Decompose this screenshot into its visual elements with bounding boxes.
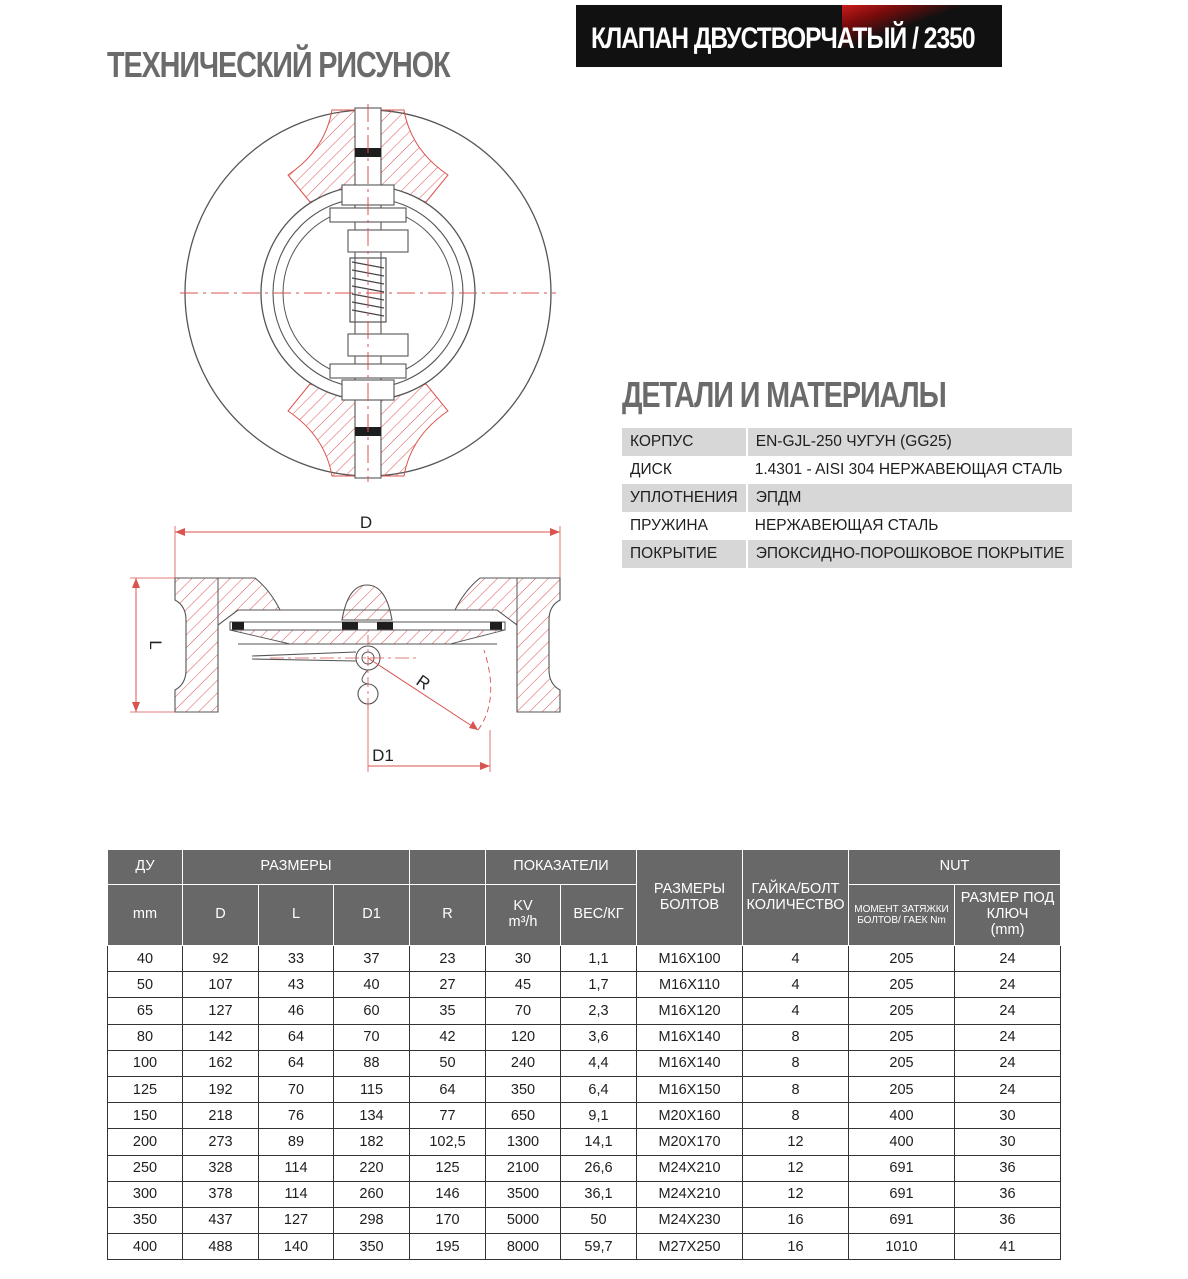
table-cell: M16X140 — [637, 1050, 743, 1076]
table-cell: 12 — [743, 1155, 849, 1181]
table-cell: 8 — [743, 1076, 849, 1102]
table-cell: 80 — [108, 1024, 183, 1050]
material-row — [622, 484, 1072, 512]
table-cell: 378 — [183, 1181, 259, 1207]
technical-drawing-heading: ТЕХНИЧЕСКИЙ РИСУНОК — [107, 44, 450, 85]
header-bolt-sizes: РАЗМЕРЫ БОЛТОВ — [637, 850, 743, 946]
table-cell: 150 — [108, 1103, 183, 1129]
material-row — [622, 456, 1072, 484]
table-cell: 100 — [108, 1050, 183, 1076]
table-cell: 30 — [486, 946, 561, 972]
table-cell: M20X170 — [637, 1129, 743, 1155]
table-cell: 102,5 — [410, 1129, 486, 1155]
table-cell: 43 — [259, 972, 334, 998]
table-cell: 127 — [183, 998, 259, 1024]
table-cell: M27X250 — [637, 1234, 743, 1260]
front-view — [180, 104, 556, 482]
table-cell: 16 — [743, 1234, 849, 1260]
table-cell: 8 — [743, 1050, 849, 1076]
table-cell: 120 — [486, 1024, 561, 1050]
table-cell: 134 — [334, 1103, 410, 1129]
table-cell: 24 — [955, 972, 1061, 998]
table-cell: 41 — [955, 1234, 1061, 1260]
table-cell: 27 — [410, 972, 486, 998]
table-cell: 437 — [183, 1207, 259, 1233]
table-row — [108, 1181, 1061, 1207]
table-cell: 77 — [410, 1103, 486, 1129]
table-cell: 59,7 — [561, 1234, 637, 1260]
material-label: ПОКРЫТИЕ — [622, 540, 747, 568]
material-value: EN-GJL-250 ЧУГУН (GG25) — [747, 428, 1073, 456]
table-cell: 205 — [849, 1050, 955, 1076]
table-cell: 140 — [259, 1234, 334, 1260]
table-cell: 8 — [743, 1103, 849, 1129]
table-cell: 205 — [849, 972, 955, 998]
table-cell: 205 — [849, 946, 955, 972]
product-title: КЛАПАН ДВУСТВОРЧАТЫЙ / 2350 — [591, 22, 975, 55]
header-nut-bolt-qty: ГАЙКА/БОЛТ КОЛИЧЕСТВО — [743, 850, 849, 946]
table-cell: 350 — [108, 1207, 183, 1233]
dimension-label-r: R — [412, 671, 434, 694]
table-cell: 36 — [955, 1181, 1061, 1207]
technical-drawing — [120, 90, 600, 780]
table-cell: 298 — [334, 1207, 410, 1233]
table-cell: 60 — [334, 998, 410, 1024]
header-key-size-label: РАЗМЕР ПОД КЛЮЧ — [960, 890, 1055, 923]
table-cell: 260 — [334, 1181, 410, 1207]
material-value: ЭПОКСИДНО-ПОРОШКОВОЕ ПОКРЫТИЕ — [747, 540, 1073, 568]
table-cell: 300 — [108, 1181, 183, 1207]
table-cell: 240 — [486, 1050, 561, 1076]
table-cell: 350 — [486, 1076, 561, 1102]
table-cell: 691 — [849, 1207, 955, 1233]
header-blank — [410, 850, 486, 885]
table-cell: 14,1 — [561, 1129, 637, 1155]
table-cell: 2100 — [486, 1155, 561, 1181]
table-cell: 115 — [334, 1076, 410, 1102]
table-cell: 23 — [410, 946, 486, 972]
dimension-label-d: D — [359, 513, 373, 532]
header-d1: D1 — [334, 885, 410, 946]
table-cell: 146 — [410, 1181, 486, 1207]
dimensions-table — [107, 849, 1061, 1260]
table-cell: 64 — [259, 1024, 334, 1050]
table-row — [108, 946, 1061, 972]
table-cell: 205 — [849, 1024, 955, 1050]
table-cell: M16X120 — [637, 998, 743, 1024]
table-cell: 89 — [259, 1129, 334, 1155]
table-cell: 6,4 — [561, 1076, 637, 1102]
materials-table — [622, 428, 1072, 568]
table-cell: 192 — [183, 1076, 259, 1102]
table-cell: 70 — [334, 1024, 410, 1050]
table-cell: 328 — [183, 1155, 259, 1181]
table-cell: 125 — [108, 1076, 183, 1102]
table-cell: 36,1 — [561, 1181, 637, 1207]
table-row — [108, 1234, 1061, 1260]
table-cell: 5000 — [486, 1207, 561, 1233]
table-cell: 40 — [334, 972, 410, 998]
table-cell: 1,1 — [561, 946, 637, 972]
table-cell: 691 — [849, 1155, 955, 1181]
dimensions-table-body — [108, 946, 1061, 1260]
header-key-size-unit: (mm) — [990, 921, 1025, 938]
table-cell: 40 — [108, 946, 183, 972]
table-cell: 125 — [410, 1155, 486, 1181]
table-row — [108, 1076, 1061, 1102]
table-cell: 9,1 — [561, 1103, 637, 1129]
table-cell: M16X110 — [637, 972, 743, 998]
table-cell: 3500 — [486, 1181, 561, 1207]
table-cell: 46 — [259, 998, 334, 1024]
table-cell: 64 — [259, 1050, 334, 1076]
table-cell: 182 — [334, 1129, 410, 1155]
table-cell: 220 — [334, 1155, 410, 1181]
table-cell: 650 — [486, 1103, 561, 1129]
table-row — [108, 1155, 1061, 1181]
header-nut: NUT — [849, 850, 1061, 885]
table-cell: 4,4 — [561, 1050, 637, 1076]
table-cell: 350 — [334, 1234, 410, 1260]
table-cell: 50 — [561, 1207, 637, 1233]
table-cell: 1300 — [486, 1129, 561, 1155]
table-row — [108, 1050, 1061, 1076]
table-cell: 400 — [849, 1129, 955, 1155]
table-cell: 107 — [183, 972, 259, 998]
header-torque: МОМЕНТ ЗАТЯЖКИ БОЛТОВ/ ГАЕК Nm — [849, 885, 955, 946]
header-kv-unit: m³/h — [508, 914, 538, 930]
table-cell: 273 — [183, 1129, 259, 1155]
table-cell: 400 — [108, 1234, 183, 1260]
header-mm: mm — [108, 885, 183, 946]
table-cell: 12 — [743, 1129, 849, 1155]
table-cell: 70 — [259, 1076, 334, 1102]
dimension-label-d1: D1 — [372, 746, 394, 765]
table-cell: 114 — [259, 1155, 334, 1181]
table-row — [108, 1024, 1061, 1050]
table-cell: 205 — [849, 998, 955, 1024]
table-cell: 142 — [183, 1024, 259, 1050]
material-row — [622, 428, 1072, 456]
header-weight: ВЕС/КГ — [561, 885, 637, 946]
table-cell: M24X210 — [637, 1181, 743, 1207]
table-cell: 35 — [410, 998, 486, 1024]
header-d: D — [183, 885, 259, 946]
header-r: R — [410, 885, 486, 946]
header-sizes: РАЗМЕРЫ — [183, 850, 410, 885]
table-cell: 88 — [334, 1050, 410, 1076]
table-cell: 24 — [955, 1024, 1061, 1050]
material-value: ЭПДМ — [747, 484, 1073, 512]
table-cell: 1,7 — [561, 972, 637, 998]
table-cell: 250 — [108, 1155, 183, 1181]
table-cell: 170 — [410, 1207, 486, 1233]
table-cell: 33 — [259, 946, 334, 972]
header-kv — [486, 885, 561, 946]
header-key-size — [955, 885, 1061, 946]
table-cell: 200 — [108, 1129, 183, 1155]
table-cell: 218 — [183, 1103, 259, 1129]
material-label: УПЛОТНЕНИЯ — [622, 484, 747, 512]
header-kv-label: KV — [513, 898, 533, 915]
table-cell: 65 — [108, 998, 183, 1024]
table-cell: 92 — [183, 946, 259, 972]
table-cell: 70 — [486, 998, 561, 1024]
table-cell: 8000 — [486, 1234, 561, 1260]
table-cell: 50 — [108, 972, 183, 998]
table-cell: 24 — [955, 998, 1061, 1024]
table-cell: 114 — [259, 1181, 334, 1207]
table-cell: 127 — [259, 1207, 334, 1233]
material-label: ДИСК — [630, 461, 672, 478]
table-cell: 24 — [955, 1076, 1061, 1102]
table-cell: 30 — [955, 1103, 1061, 1129]
table-cell: M16X100 — [637, 946, 743, 972]
table-cell: 400 — [849, 1103, 955, 1129]
table-cell: 24 — [955, 946, 1061, 972]
table-cell: 36 — [955, 1207, 1061, 1233]
dimension-label-l: L — [146, 640, 165, 650]
table-row — [108, 1103, 1061, 1129]
details-materials-heading: ДЕТАЛИ И МАТЕРИАЛЫ — [622, 374, 946, 415]
table-cell: M20X160 — [637, 1103, 743, 1129]
table-cell: 42 — [410, 1024, 486, 1050]
material-row — [622, 540, 1072, 568]
table-cell: 691 — [849, 1181, 955, 1207]
table-cell: M24X230 — [637, 1207, 743, 1233]
table-cell: 36 — [955, 1155, 1061, 1181]
table-cell: 16 — [743, 1207, 849, 1233]
table-cell: 1010 — [849, 1234, 955, 1260]
table-row — [108, 972, 1061, 998]
table-row — [108, 1207, 1061, 1233]
header-l: L — [259, 885, 334, 946]
table-cell: 12 — [743, 1181, 849, 1207]
table-cell: 30 — [955, 1129, 1061, 1155]
table-cell: 4 — [743, 946, 849, 972]
table-cell: 4 — [743, 998, 849, 1024]
table-cell: 8 — [743, 1024, 849, 1050]
table-cell: 26,6 — [561, 1155, 637, 1181]
table-cell: 45 — [486, 972, 561, 998]
material-value: НЕРЖАВЕЮЩАЯ СТАЛЬ — [754, 517, 939, 534]
table-cell: 488 — [183, 1234, 259, 1260]
side-view — [130, 513, 560, 772]
table-cell: 37 — [334, 946, 410, 972]
table-cell: 76 — [259, 1103, 334, 1129]
table-cell: 4 — [743, 972, 849, 998]
table-row — [108, 998, 1061, 1024]
material-row — [622, 512, 1072, 540]
table-cell: 50 — [410, 1050, 486, 1076]
table-cell: 64 — [410, 1076, 486, 1102]
table-row — [108, 1129, 1061, 1155]
table-cell: 195 — [410, 1234, 486, 1260]
table-cell: M24X210 — [637, 1155, 743, 1181]
table-cell: 162 — [183, 1050, 259, 1076]
table-cell: M16X150 — [637, 1076, 743, 1102]
header-du: ДУ — [108, 850, 183, 885]
material-value: 1.4301 - AISI 304 НЕРЖАВЕЮЩАЯ СТАЛЬ — [754, 461, 1063, 478]
table-cell: 2,3 — [561, 998, 637, 1024]
material-label: ПРУЖИНА — [630, 517, 708, 534]
header-indicators: ПОКАЗАТЕЛИ — [486, 850, 637, 885]
table-cell: M16X140 — [637, 1024, 743, 1050]
material-label: КОРПУС — [622, 428, 747, 456]
table-cell: 205 — [849, 1076, 955, 1102]
product-title-banner — [576, 5, 1002, 67]
table-cell: 3,6 — [561, 1024, 637, 1050]
table-cell: 24 — [955, 1050, 1061, 1076]
